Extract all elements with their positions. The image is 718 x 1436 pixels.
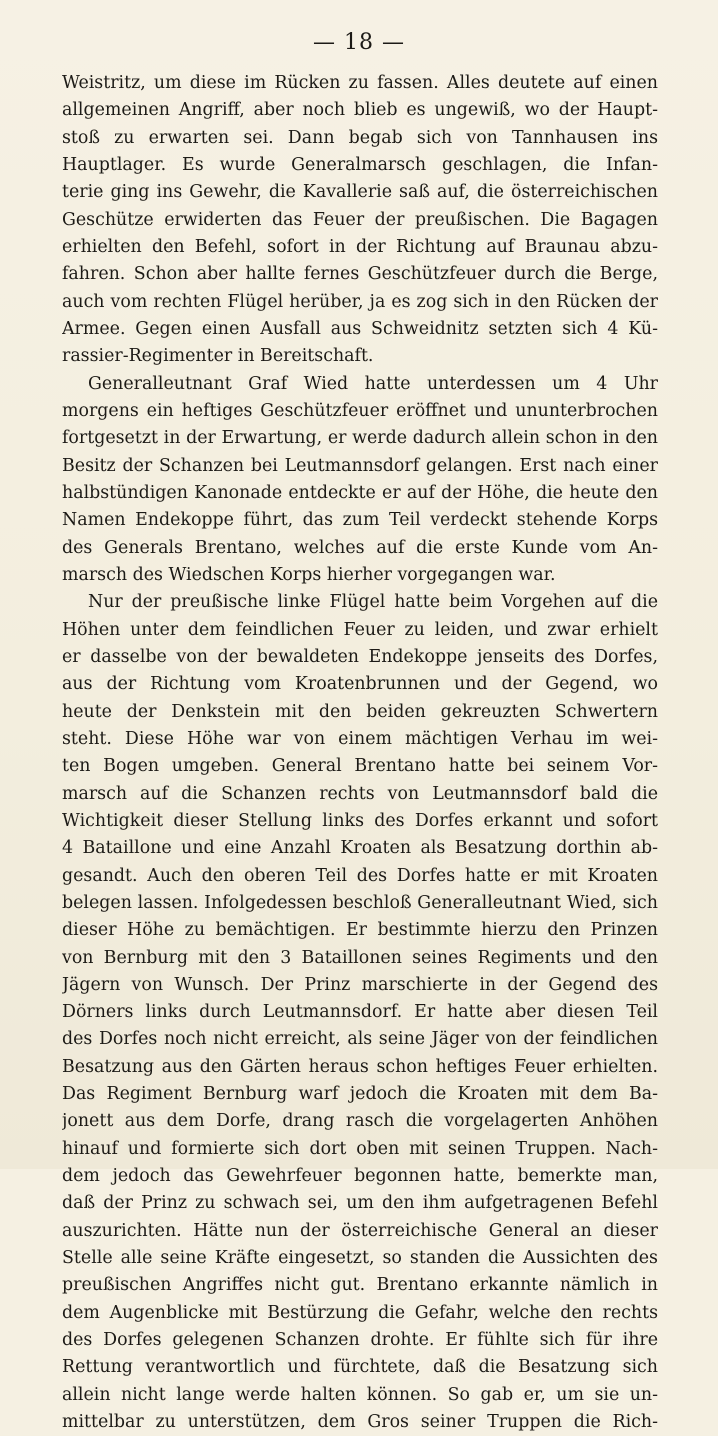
text-line: allgemeinen Angriff, aber noch blieb es ungewiß, wo der Haupt- xyxy=(62,100,658,121)
text-line: Höhen unter dem feindlichen Feuer zu leiden, und zwar erhielt xyxy=(62,619,658,640)
text-line: Hauptlager. Es wurde Generalmarsch geschlagen, die Infan- xyxy=(62,154,658,175)
text-line: belegen lassen. Infolgedessen beschloß Generalleutnant Wied, sich xyxy=(62,892,658,913)
text-line: erhielten den Befehl, sofort in der Richtung auf Braunau abzu- xyxy=(62,236,658,257)
text-line: Stelle alle seine Kräfte eingesetzt, so standen die Aussichten des xyxy=(62,1248,658,1269)
text-line: allein nicht lange werde halten können. So gab er, um sie un- xyxy=(62,1384,658,1405)
text-line: aus der Richtung vom Kroatenbrunnen und der Gegend, wo xyxy=(62,674,658,695)
text-line: Nur der preußische linke Flügel hatte beim Vorgehen auf die xyxy=(88,592,658,613)
page-number: — 18 — xyxy=(313,30,405,55)
text-line: des Dorfes noch nicht erreicht, als seine Jäger von der feindlichen xyxy=(62,1029,658,1050)
text-line: marsch auf die Schanzen rechts von Leutmannsdorf bald die xyxy=(62,783,658,804)
text-line: stoß zu erwarten sei. Dann begab sich von Tannhausen ins xyxy=(62,127,658,148)
text-line: Jägern von Wunsch. Der Prinz marschierte in der Gegend des xyxy=(62,974,658,995)
text-line: von Bernburg mit den 3 Bataillonen seines Regiments und den xyxy=(62,947,658,968)
text-line: marsch des Wiedschen Korps hierher vorgegangen war. xyxy=(62,564,556,585)
text-line: mittelbar zu unterstützen, dem Gros seiner Truppen die Rich- xyxy=(62,1412,658,1433)
text-line: dieser Höhe zu bemächtigen. Er bestimmte hierzu den Prinzen xyxy=(62,920,658,941)
text-line: Besitz der Schanzen bei Leutmannsdorf gelangen. Erst nach einer xyxy=(62,455,658,476)
text-line: Weistritz, um diese im Rücken zu fassen. Alles deutete auf einen xyxy=(62,73,658,93)
text-line: jonett aus dem Dorfe, drang rasch die vorgelagerten Anhöhen xyxy=(62,1111,658,1132)
text-line: preußischen Angriffes nicht gut. Brentano erkannte nämlich in xyxy=(62,1275,658,1296)
text-line: Dörners links durch Leutmannsdorf. Er hatte aber diesen Teil xyxy=(62,1002,658,1023)
text-line: dem jedoch das Gewehrfeuer begonnen hatte, bemerkte man, xyxy=(62,1166,658,1187)
text-line: Das Regiment Bernburg warf jedoch die Kroaten mit dem Ba- xyxy=(62,1084,658,1105)
text-line: des Generals Brentano, welches auf die erste Kunde vom An- xyxy=(62,537,658,558)
text-line: ten Bogen umgeben. General Brentano hatte bei seinem Vor- xyxy=(62,756,658,777)
text-line: gesandt. Auch den oberen Teil des Dorfes hatte er mit Kroaten xyxy=(62,865,658,886)
text-line: fortgesetzt in der Erwartung, er werde dadurch allein schon in den xyxy=(62,428,658,449)
text-line: heute der Denkstein mit den beiden gekreuzten Schwertern xyxy=(62,701,658,722)
text-line: halbstündigen Kanonade entdeckte er auf der Höhe, die heute den xyxy=(62,482,658,503)
text-line: fahren. Schon aber hallte fernes Geschützfeuer durch die Berge, xyxy=(62,264,658,285)
text-line: des Dorfes gelegenen Schanzen drohte. Er fühlte sich für ihre xyxy=(62,1330,658,1351)
text-line: terie ging ins Gewehr, die Kavallerie saß auf, die österreichischen xyxy=(62,182,658,203)
text-line: Armee. Gegen einen Ausfall aus Schweidnitz setzten sich 4 Kü- xyxy=(62,318,658,339)
text-line: Besatzung aus den Gärten heraus schon heftiges Feuer erhielten. xyxy=(62,1056,658,1077)
text-line: 4 Bataillone und eine Anzahl Kroaten als Besatzung dorthin ab- xyxy=(62,838,658,859)
text-line: er dasselbe von der bewaldeten Endekoppe jenseits des Dorfes, xyxy=(62,646,658,667)
text-line: steht. Diese Höhe war von einem mächtigen Verhau im wei- xyxy=(62,728,658,749)
text-line: rassier-Regimenter in Bereitschaft. xyxy=(62,346,374,367)
text-line: hinauf und formierte sich dort oben mit seinen Truppen. Nach- xyxy=(62,1138,658,1159)
text-line: dem Augenblicke mit Bestürzung die Gefahr, welche den rechts xyxy=(62,1302,658,1323)
text-line: Generalleutnant Graf Wied hatte unterdessen um 4 Uhr xyxy=(88,373,658,394)
text-line: Namen Endekoppe führt, das zum Teil verdeckt stehende Korps xyxy=(62,510,658,531)
text-line: morgens ein heftiges Geschützfeuer eröffnet und ununterbrochen xyxy=(62,400,658,421)
text-line: auch vom rechten Flügel herüber, ja es zog sich in den Rücken der xyxy=(62,291,658,312)
text-line: Wichtigkeit dieser Stellung links des Dorfes erkannt und sofort xyxy=(62,810,658,831)
text-line: auszurichten. Hätte nun der österreichische General an dieser xyxy=(62,1220,658,1241)
text-line: Geschütze erwiderten das Feuer der preußischen. Die Bagagen xyxy=(62,209,658,230)
text-line: daß der Prinz zu schwach sei, um den ihm aufgetragenen Befehl xyxy=(62,1193,658,1214)
body-text xyxy=(62,70,658,1436)
text-line: Rettung verantwortlich und fürchtete, daß die Besatzung sich xyxy=(62,1357,658,1378)
